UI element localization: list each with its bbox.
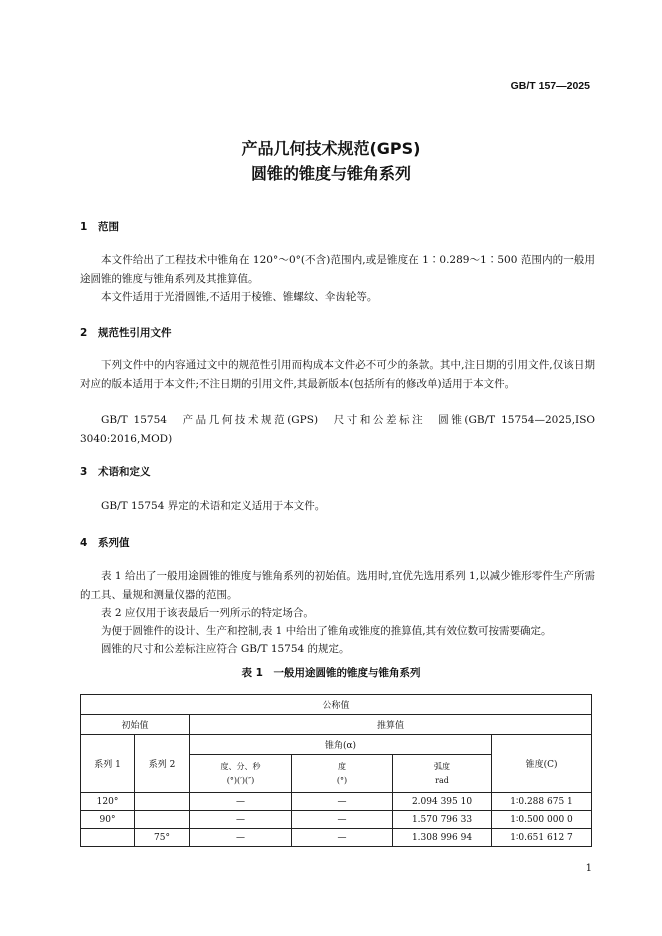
page-number: 1 — [585, 863, 592, 874]
header-nominal: 公称值 — [81, 695, 592, 715]
cell-dms: — — [190, 829, 292, 847]
taper-series-table — [80, 694, 592, 847]
section-number: 2 — [80, 327, 88, 339]
header-dms-unit: (°)(′)(″) — [226, 775, 255, 785]
cell-taper: 1∶0.288 675 1 — [492, 793, 592, 811]
cell-dms: — — [190, 811, 292, 829]
table-row — [81, 829, 592, 847]
header-degree-unit: (°) — [336, 775, 348, 785]
document-title-line1: 产品几何技术规范(GPS) — [241, 139, 421, 158]
table-header-row — [81, 735, 592, 755]
header-radian — [393, 755, 492, 793]
section-title: 系列值 — [98, 537, 130, 549]
section-title: 范围 — [98, 221, 119, 233]
header-degree-label: 度 — [338, 761, 346, 771]
header-taper: 锥度(C) — [492, 735, 592, 793]
section-2-heading — [80, 325, 172, 340]
section-title: 规范性引用文件 — [98, 327, 172, 339]
cell-taper: 1∶0.651 612 7 — [492, 829, 592, 847]
standard-code: GB/T 157—2025 — [510, 80, 590, 92]
table-caption: 表 1 一般用途圆锥的锥度与锥角系列 — [241, 667, 421, 679]
cell-degree: — — [292, 793, 393, 811]
section-3-paragraph-1: GB/T 15754 界定的术语和定义适用于本文件。 — [101, 500, 326, 512]
section-4-paragraph-4: 圆锥的尺寸和公差标注应符合 GB/T 15754 的规定。 — [101, 643, 350, 655]
section-title: 术语和定义 — [98, 466, 151, 478]
section-4-heading — [80, 535, 130, 550]
header-series-1: 系列 1 — [81, 735, 135, 793]
cell-radian: 1.308 996 94 — [393, 829, 492, 847]
section-2-paragraph-1: 下列文件中的内容通过文中的规范性引用而构成本文件必不可少的条款。其中,注日期的引用文件,仅该日期对应的版本适用于本文件;不注日期的引用文件,其最新版本(包括所有的修改单)适用于本文件。 — [80, 359, 595, 390]
table-header-row — [81, 715, 592, 735]
header-initial: 初始值 — [81, 715, 190, 735]
header-cone-angle: 锥角(α) — [190, 735, 492, 755]
cell-series-2 — [135, 811, 190, 829]
section-4-paragraph-3: 为便于圆锥件的设计、生产和控制,表 1 中给出了锥角或锥度的推算值,其有效位数可按需要确定。 — [101, 625, 552, 637]
header-dms-label: 度、分、秒 — [220, 761, 261, 771]
cell-dms: — — [190, 793, 292, 811]
cell-radian: 1.570 796 33 — [393, 811, 492, 829]
section-number: 1 — [80, 221, 88, 233]
table-header-row — [81, 695, 592, 715]
section-4-paragraph-1: 表 1 给出了一般用途圆锥的锥度与锥角系列的初始值。选用时,宜优先选用系列 1,以减少锥形零件生产所需的工具、量规和测量仪器的范围。 — [80, 570, 595, 601]
cell-series-1: 90° — [81, 811, 135, 829]
section-4-paragraph-2: 表 2 应仅用于该表最后一列所示的特定场合。 — [101, 607, 314, 619]
header-radian-label: 弧度 — [434, 761, 450, 771]
header-degree — [292, 755, 393, 793]
cell-series-2: 75° — [135, 829, 190, 847]
header-radian-unit: rad — [435, 775, 449, 785]
cell-taper: 1∶0.500 000 0 — [492, 811, 592, 829]
section-1-paragraph-1: 本文件给出了工程技术中锥角在 120°～0°(不含)范围内,或是锥度在 1∶0.289～1∶500 范围内的一般用途圆锥的锥度与锥角系列及其推算值。 — [80, 254, 595, 285]
document-title-line2: 圆锥的锥度与锥角系列 — [250, 164, 411, 183]
header-series-2: 系列 2 — [135, 735, 190, 793]
section-1-paragraph-2: 本文件适用于光滑圆锥,不适用于棱锥、锥螺纹、伞齿轮等。 — [101, 291, 378, 303]
section-number: 4 — [80, 537, 88, 549]
header-derived: 推算值 — [190, 715, 592, 735]
table-row — [81, 811, 592, 829]
cell-degree: — — [292, 829, 393, 847]
section-number: 3 — [80, 466, 88, 478]
header-dms — [190, 755, 292, 793]
cell-series-1: 120° — [81, 793, 135, 811]
cell-series-2 — [135, 793, 190, 811]
section-2-reference: GB/T 15754 产品几何技术规范(GPS) 尺寸和公差标注 圆锥(GB/T 15754—2025,ISO 3040:2016,MOD) — [80, 414, 595, 445]
cell-series-1 — [81, 829, 135, 847]
section-1-heading — [80, 219, 119, 234]
section-3-heading — [80, 464, 151, 479]
cell-radian: 2.094 395 10 — [393, 793, 492, 811]
cell-degree: — — [292, 811, 393, 829]
table-row — [81, 793, 592, 811]
